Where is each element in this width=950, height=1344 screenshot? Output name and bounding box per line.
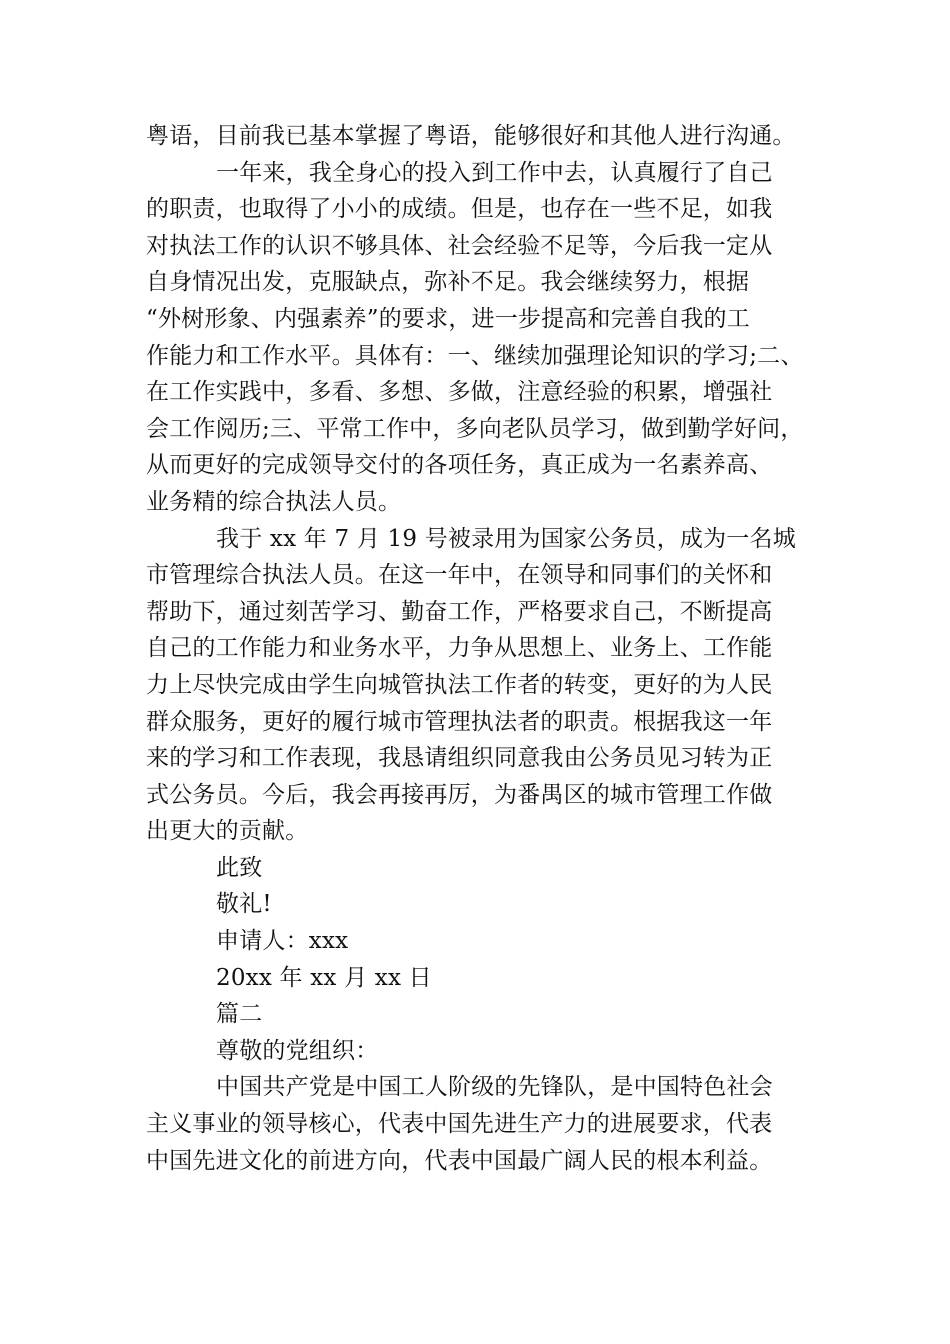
text-line: 对执法工作的认识不够具体、社会经验不足等，今后我一定从 <box>146 232 773 259</box>
text-line: 在工作实践中，多看、多想、多做，注意经验的积累，增强社 <box>146 379 773 406</box>
text-line: 出更大的贡献。 <box>146 818 309 845</box>
text-line: 力上尽快完成由学生向城管执法工作者的转变，更好的为人民 <box>146 671 773 698</box>
text-line: 中国先进文化的前进方向，代表中国最广阔人民的根本利益。 <box>146 1147 773 1174</box>
text-line: 自己的工作能力和业务水平，力争从思想上、业务上、工作能 <box>146 635 773 662</box>
paragraph-first-line: 一年来，我全身心的投入到工作中去，认真履行了自己 <box>216 159 773 186</box>
text-line: 从而更好的完成领导交付的各项任务，真正成为一名素养高、 <box>146 452 773 479</box>
closing-regards: 敬礼! <box>216 891 272 918</box>
text-line: 的职责，也取得了小小的成绩。但是，也存在一些不足，如我 <box>146 196 773 223</box>
text-line: “外树形象、内强素养”的要求，进一步提高和完善自我的工 <box>146 305 750 332</box>
document-body <box>146 118 826 1179</box>
text-line: 自身情况出发，克服缺点，弥补不足。我会继续努力，根据 <box>146 269 750 296</box>
date-line: 20xx 年 xx 月 xx 日 <box>216 964 432 991</box>
letter-greeting: 尊敬的党组织： <box>216 1037 379 1064</box>
text-line: 式公务员。今后，我会再接再厉，为番禺区的城市管理工作做 <box>146 781 773 808</box>
text-line: 会工作阅历;三、平常工作中，多向老队员学习，做到勤学好问， <box>146 415 804 442</box>
closing-salutation: 此致 <box>216 854 263 881</box>
text-line: 帮助下，通过刻苦学习、勤奋工作，严格要求自己，不断提高 <box>146 598 773 625</box>
text-line: 业务精的综合执法人员。 <box>146 488 402 515</box>
text-line: 来的学习和工作表现，我恳请组织同意我由公务员见习转为正 <box>146 745 773 772</box>
text-line: 市管理综合执法人员。在这一年中，在领导和同事们的关怀和 <box>146 562 773 589</box>
paragraph-first-line: 我于 xx 年 7 月 19 号被录用为国家公务员，成为一名城 <box>216 525 796 552</box>
section-heading: 篇二 <box>216 1001 263 1028</box>
applicant-signature: 申请人：xxx <box>216 928 349 955</box>
text-line: 粤语，目前我已基本掌握了粤语，能够很好和其他人进行沟通。 <box>146 123 796 149</box>
text-line: 群众服务，更好的履行城市管理执法者的职责。根据我这一年 <box>146 708 773 735</box>
text-line: 作能力和工作水平。具体有：一、继续加强理论知识的学习;二、 <box>146 342 804 369</box>
paragraph-first-line: 中国共产党是中国工人阶级的先锋队，是中国特色社会 <box>216 1074 773 1101</box>
text-line: 主义事业的领导核心，代表中国先进生产力的进展要求，代表 <box>146 1111 773 1138</box>
